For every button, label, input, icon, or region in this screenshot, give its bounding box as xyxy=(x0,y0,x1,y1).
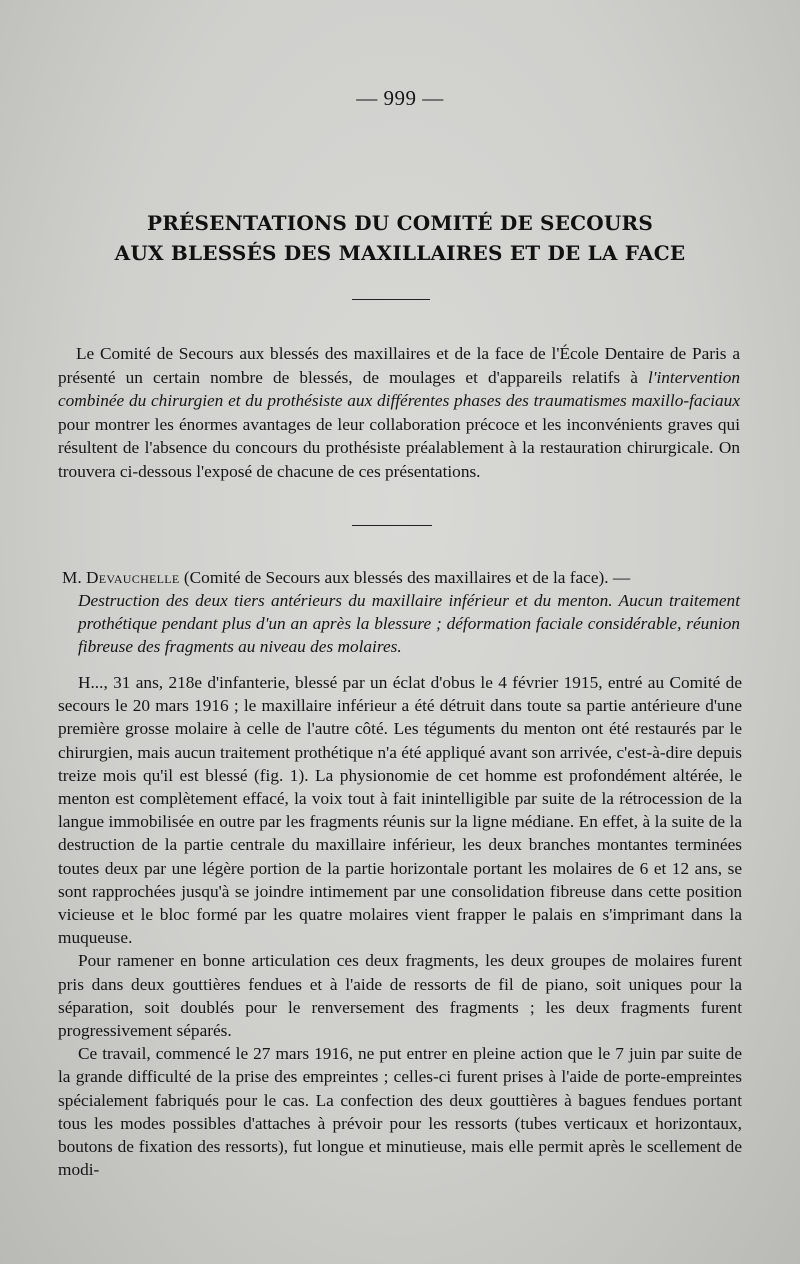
body-paragraph: H..., 31 ans, 218e d'infanterie, blessé par un éclat d'obus le 4 février 1915, entré au Comité de secours le 20 mars 1916 ; le maxillaire inférieur a été détruit dans toute sa partie antérieure d'une première grosse molaire à celle de l'autre côté. Les téguments du menton ont été restaurés par le chirurgien, mais aucun traitement prothétique n'a été appliqué avant son arrivée, c'est-à-dire depuis treize mois qu'il est blessé (fig. 1). La physionomie de cet homme est profondément altérée, le menton est complètement effacé, la voix tout à fait inintelligible par suite de la rétrocession de la langue immobilisée en outre par les fragments réunis sur la ligne médiane. En effet, à la suite de la destruction de la partie centrale du maxillaire inférieur, les deux branches montantes terminées toutes deux par une légère portion de la partie horizontale portant les molaires de 6 et 12 ans, se sont rapprochées jusqu'à se joindre intimement par une consolidation fibreuse dans cette position vicieuse et le bloc formé par les quatre molaires vient frapper le palais en s'imprimant dans la muqueuse. xyxy=(58,673,742,948)
separator-rule xyxy=(352,299,430,300)
intro-text-b: pour montrer les énormes avantages de leur collaboration précoce et les inconvénients graves qui résultent de l'absence du concours du prothésiste préalablement à la restauration chirurgicale. On trouvera ci-dessous l'exposé de chacune de ces présentations. xyxy=(58,414,740,481)
body-paragraph: Ce travail, commencé le 27 mars 1916, ne put entrer en pleine action que le 7 juin par suite de la grande difficulté de la prise des empreintes ; celles-ci furent prises à l'aide de porte-empreintes spécialement fabriqués pour le cas. La confection des deux gouttières à bagues fendues portant tous les modes possibles d'attaches à prévoir pour les ressorts (tubes verticaux et horizontaux, boutons de fixation des ressorts), fut longue et minutieuse, mais elle permit après le scellement de modi- xyxy=(58,1044,742,1180)
body-text xyxy=(58,671,742,1181)
intro-paragraph xyxy=(58,342,740,483)
author-affiliation: (Comité de Secours aux blessés des maxillaires et de la face). — xyxy=(179,568,631,587)
page-number: — 999 — xyxy=(356,86,444,110)
author-prefix: M. xyxy=(62,568,87,587)
author-name: Devauchelle xyxy=(86,568,180,587)
title-line-1: PRÉSENTATIONS DU COMITÉ DE SECOURS xyxy=(147,211,653,235)
intro-text-a: Le Comité de Secours aux blessés des maxillaires et de la face de l'École Dentaire de Paris a présenté un certain nombre de blessés, de moulages et d'appareils relatifs à xyxy=(58,344,740,387)
section-heading xyxy=(62,566,740,658)
title-line-2: AUX BLESSÉS DES MAXILLAIRES ET DE LA FACE xyxy=(114,241,686,265)
body-paragraph: Pour ramener en bonne articulation ces deux fragments, les deux groupes de molaires furent pris dans deux gouttières fendues et à l'aide de ressorts de fil de piano, soit uniques pour la séparation, soit doublés pour le renversement des fragments ; les deux fragments furent progressivement séparés. xyxy=(58,951,742,1041)
separator-rule xyxy=(352,525,432,526)
page-title xyxy=(0,208,800,268)
intro-emphasis: l'intervention combinée du chirurgien et du prothésiste aux différentes phases des traumatismes maxillo-faciaux xyxy=(58,367,740,410)
case-title: Destruction des deux tiers antérieurs du maxillaire inférieur et du menton. Aucun traitement prothétique pendant plus d'un an après la blessure ; déformation faciale considérable, réunion fibreuse des fragments au niveau des molaires. xyxy=(78,591,740,656)
